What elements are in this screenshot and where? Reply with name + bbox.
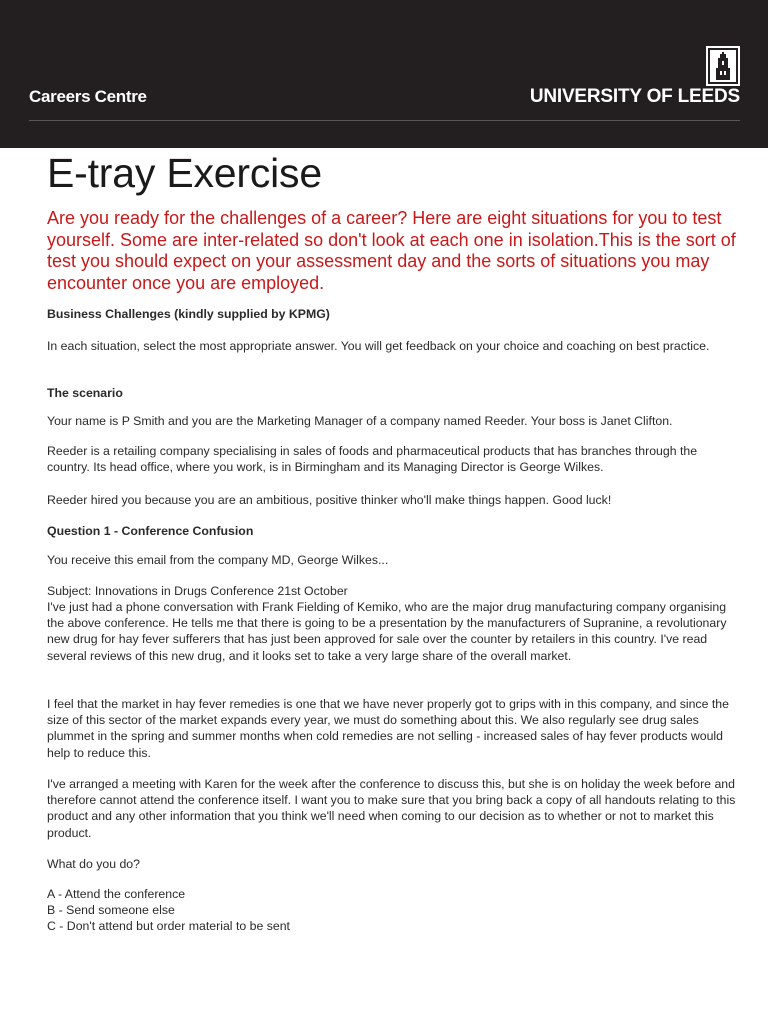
business-challenges-heading: Business Challenges (kindly supplied by KPMG) [47,307,330,321]
university-name: UNIVERSITY OF LEEDS [529,86,740,107]
question-prompt: What do you do? [47,857,140,871]
email-paragraph-3: I've arranged a meeting with Karen for the week after the conference to discuss this, but she is on holiday the week before and therefore cannot attend the conference itself. I want you to make sure that you bring back a copy of all handouts relating to this product and any other information that you think we'll need when coming to our decision as to whether or not to market this product. [47,777,736,840]
email-paragraph-1: I've just had a phone conversation with Frank Fielding of Kemiko, who are the major drug manufacturing company organising the above conference. He tells me that there is going to be a presentation by the manufacturers of Supranine, a revolutionary new drug for hay fever sufferers that has just been approved for sale over the counter by retailers in this country. I've read several reviews of this new drug, and it looks set to take a very large share of the overall market. [47,600,727,663]
email-subject: Subject: Innovations in Drugs Conference 21st October [47,584,348,598]
scenario-paragraph-2: Reeder is a retailing company specialising in sales of foods and pharmaceutical products that has branches through the country. Its head office, where you work, is in Birmingham and its Managing Director is George Wilkes. [47,444,698,475]
email-intro: You receive this email from the company MD, George Wilkes... [47,553,389,567]
scenario-heading: The scenario [47,386,123,400]
page-header [0,0,768,148]
answer-option-b: B - Send someone else [47,903,175,917]
answer-option-a: A - Attend the conference [47,887,186,901]
instructions-paragraph: In each situation, select the most appropriate answer. You will get feedback on your choice and coaching on best practice. [47,339,710,353]
scenario-paragraph-1: Your name is P Smith and you are the Marketing Manager of a company named Reeder. Your boss is Janet Clifton. [47,414,673,428]
intro-text: Are you ready for the challenges of a career? Here are eight situations for you to test yourself. Some are inter-related so don't look at each one in isolation.This is the sort of test you should expect on your assessment day and the sorts of situations you may encounter once you are employed. [47,208,736,293]
question-heading: Question 1 - Conference Confusion [47,524,254,538]
email-paragraph-2: I feel that the market in hay fever remedies is one that we have never properly got to grips with in this company, and since the size of this sector of the market expands every year, we must do something about this. We also regularly see drug sales plummet in the spring and summer months when cold remedies are not selling - increased sales of hay fever products would help to reduce this. [47,697,729,760]
header-divider [29,120,740,121]
university-tower-logo-icon [706,46,740,86]
careers-centre-label: Careers Centre [29,87,147,106]
page-title: E-tray Exercise [47,150,322,196]
answer-option-c: C - Don't attend but order material to be sent [47,919,290,933]
scenario-paragraph-3: Reeder hired you because you are an ambitious, positive thinker who'll make things happen. Good luck! [47,493,612,507]
